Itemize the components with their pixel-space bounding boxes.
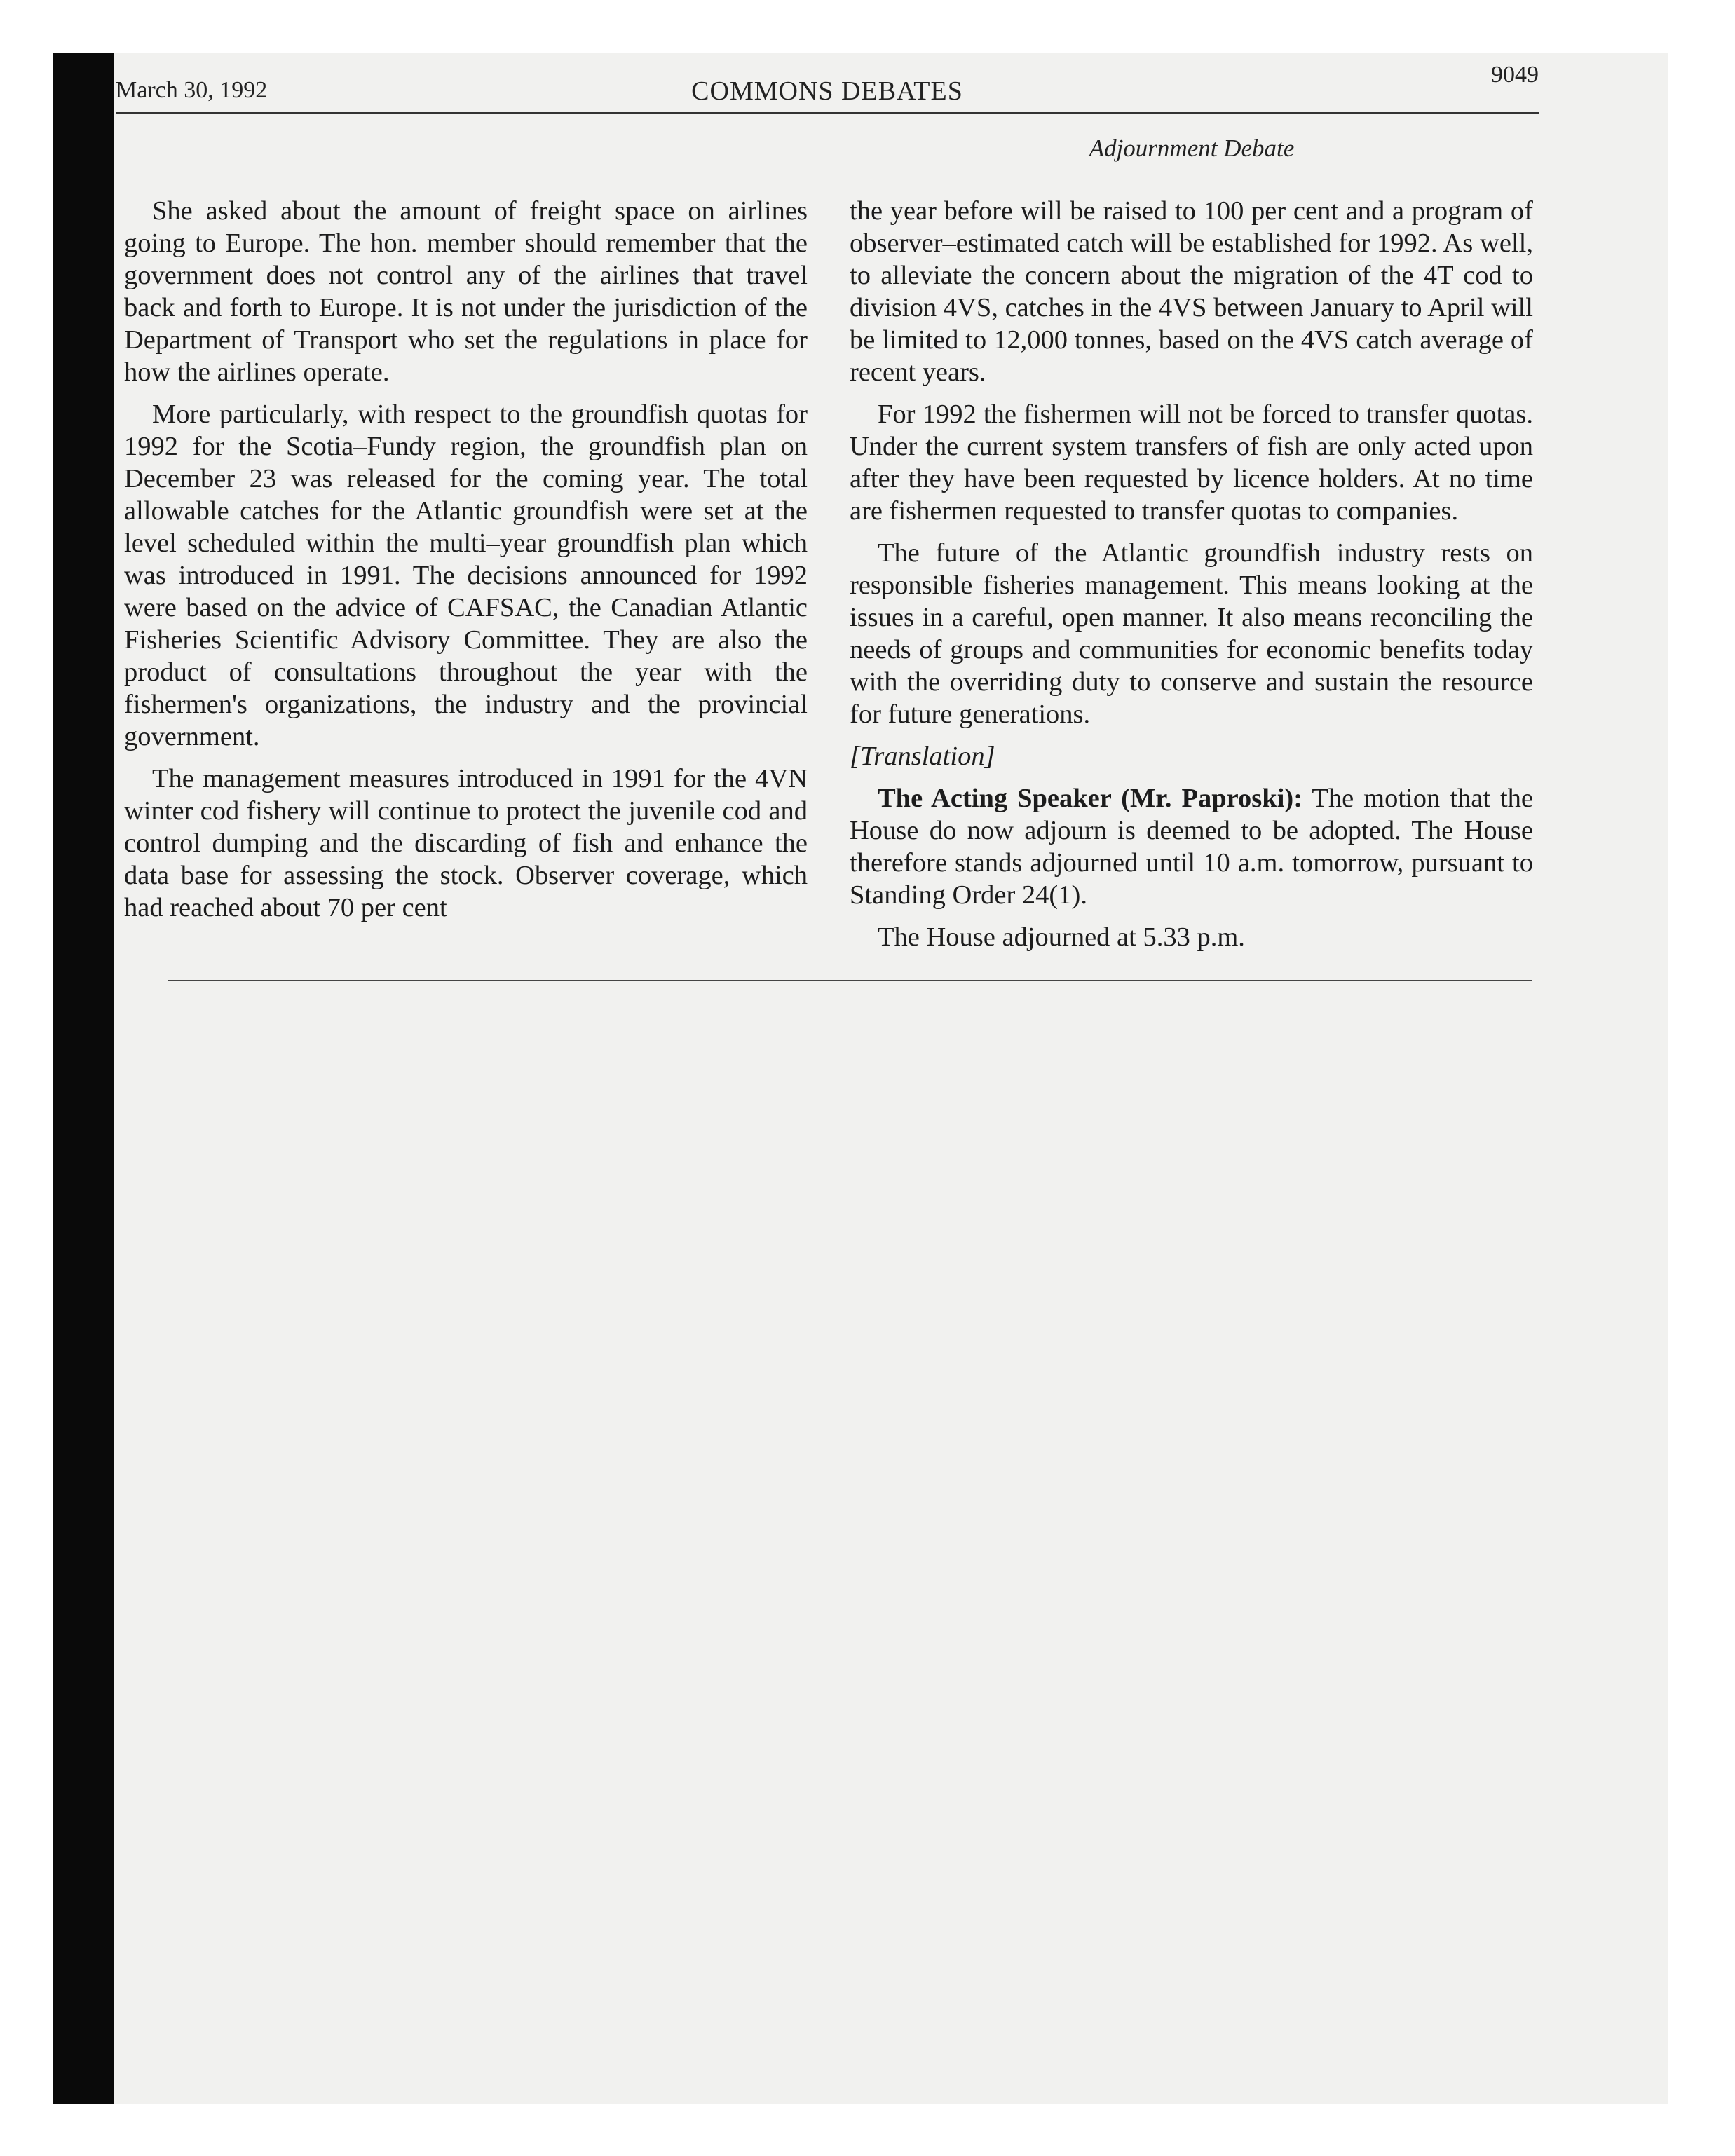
scan-binding-edge [53,53,114,2104]
running-head [116,62,1539,118]
left-column [124,195,808,934]
speaker-name: The Acting Speaker (Mr. Paproski): [878,784,1303,813]
speaker-text: The motion that the House do now adjourn is deemed to be adopted. The House therefore stands adjourned until 10 a.m. tomorrow, pursuant to Standing Order 24(1). [850,784,1533,910]
paragraph: For 1992 the fishermen will not be forced to transfer quotas. Under the current system transfers of fish are only acted upon after they have been requested by licence holders. At no time are fishermen requested to transfer quotas to companies. [850,400,1533,526]
translation-note: [Translation] [850,742,995,771]
paragraph: She asked about the amount of freight space on airlines going to Europe. The hon. member should remember that the government does not control any of the airlines that travel back and forth to Europe. It is not under the jurisdiction of the Department of Transport who set the regulations in place for how the airlines operate. [124,196,808,387]
adjournment-line: The House adjourned at 5.33 p.m. [878,922,1245,952]
speaker-paragraph [850,782,1533,911]
end-rule [168,980,1532,981]
page-number: 9049 [1491,62,1539,88]
paragraph: The management measures introduced in 1991 for the 4VN winter cod fishery will continue to protect the juvenile cod and control dumping and the discarding of fish and enhance the data base for assessing the stock. Observer coverage, which had reached about 70 per cent [124,764,808,922]
header-rule [116,112,1539,114]
paragraph: The future of the Atlantic groundfish industry rests on responsible fisheries management. This means looking at the issues in a careful, open manner. It also means reconciling the needs of groups and communities for economic benefits today with the overriding duty to conserve and sustain the resource for future generations. [850,538,1533,729]
header-date: March 30, 1992 [116,77,268,103]
paragraph-continuation: the year before will be raised to 100 per cent and a program of observer–estimated catch will be established for 1992. As well, to alleviate the concern about the migration of the 4T cod to division 4VS, catches in the 4VS between January to April will be limited to 12,000 tonnes, based on the 4VS catch average of recent years. [850,196,1533,387]
paragraph: More particularly, with respect to the groundfish quotas for 1992 for the Scotia–Fundy region, the groundfish plan on December 23 was released for the coming year. The total allowable catches for the Atlantic groundfish were set at the level scheduled within the multi–year groundfish plan which was introduced in 1991. The decisions announced for 1992 were based on the advice of CAFSAC, the Canadian Atlantic Fisheries Scientific Advisory Committee. They are also the product of consultations throughout the year with the fishermen's organizations, the industry and the provincial government. [124,400,808,751]
header-title: COMMONS DEBATES [691,76,963,106]
right-column [850,195,1533,963]
section-label: Adjournment Debate [1089,135,1295,162]
